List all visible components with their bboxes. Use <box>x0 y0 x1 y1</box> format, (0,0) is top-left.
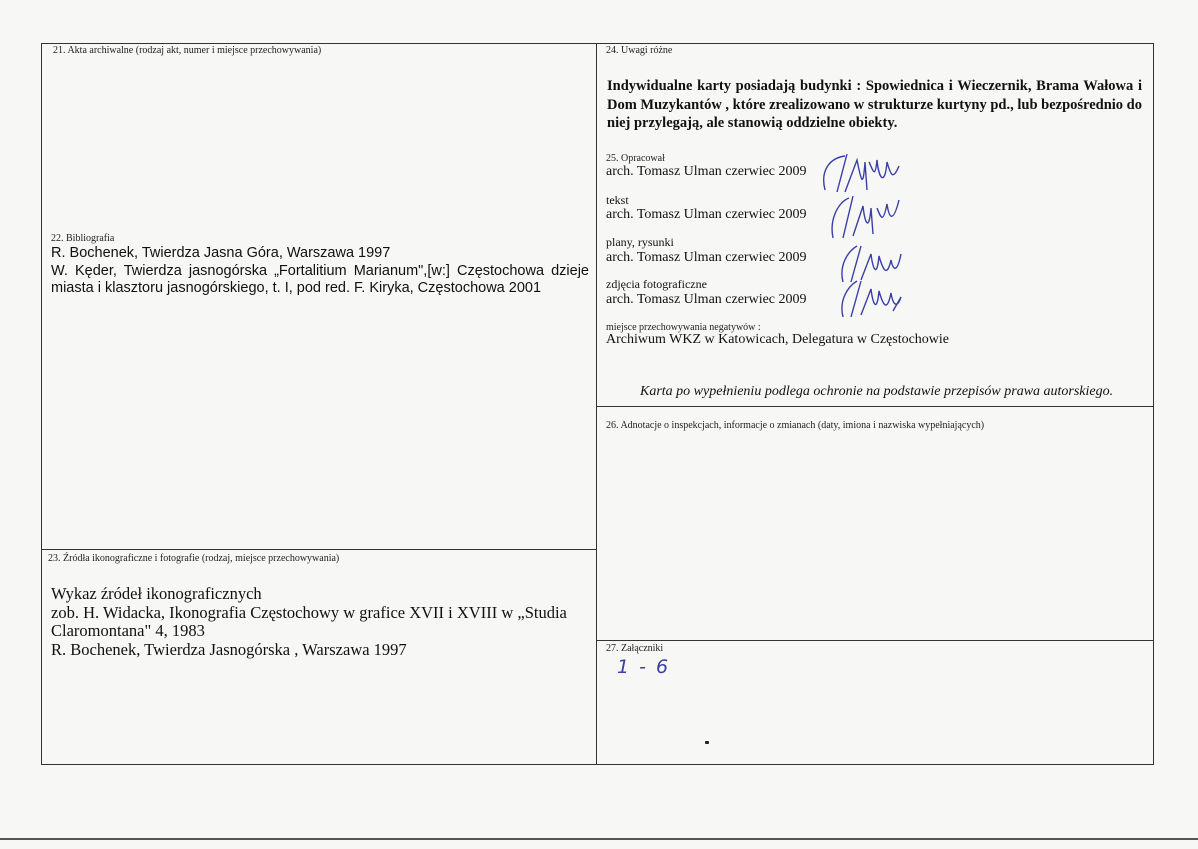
divider-25-26 <box>596 406 1154 407</box>
bibliography-entry: W. Kęder, Twierdza jasnogórska „Fortalitium Marianum",[w:] Częstochowa dzieje miasta i klasztoru jasnogórskiego, t. I, pod red. F. Kiryka, Częstochowa 2001 <box>51 262 589 296</box>
drawings-author-label: plany, rysunki <box>606 235 674 249</box>
bibliography-entry: R. Bochenek, Twierdza Jasna Góra, Warszawa 1997 <box>51 245 391 261</box>
bibliography-list <box>51 245 589 298</box>
field-26-label: 26. Adnotacje o inspekcjach, informacje o zmianach (daty, imiona i nazwiska wypełniających) <box>606 420 985 431</box>
prepared-by: arch. Tomasz Ulman czerwiec 2009 <box>606 164 807 179</box>
photos-author: arch. Tomasz Ulman czerwiec 2009 <box>606 292 807 307</box>
speck-mark <box>705 741 709 744</box>
scan-edge-line <box>0 838 1198 840</box>
field-21-label: 21. Akta archiwalne (rodzaj akt, numer i miejsce przechowywania) <box>53 45 322 56</box>
drawings-author: arch. Tomasz Ulman czerwiec 2009 <box>606 250 807 265</box>
iconography-entry: R. Bochenek, Twierdza Jasnogórska , Warszawa 1997 <box>51 639 407 659</box>
divider-26-27 <box>596 640 1154 641</box>
field-25-label: 25. Opracował <box>606 153 665 164</box>
text-author: arch. Tomasz Ulman czerwiec 2009 <box>606 207 807 222</box>
iconography-entry: Wykaz źródeł ikonograficznych <box>51 584 262 603</box>
copyright-note: Karta po wypełnieniu podlega ochronie na podstawie przepisów prawa autorskiego. <box>640 384 1114 399</box>
field-24-label: 24. Uwagi różne <box>606 45 673 56</box>
iconography-list <box>51 585 581 659</box>
signature-2 <box>825 190 905 242</box>
column-divider <box>596 43 597 765</box>
iconography-entry: zob. H. Widacka, Ikonografia Częstochowy w grafice XVII i XVIII w „Studia Claromontana" 4, 1983 <box>51 602 567 640</box>
remarks-text: Indywidualne karty posiadają budynki : Spowiednica i Wieczernik, Brama Wałowa i Dom Muzykantów , które zrealizowano w strukturze kurtyny pd., lub bezpośrednio do niej przylegają, ale stanowią oddzielne obiekty. <box>607 78 1142 131</box>
attachments-value: 1 - 6 <box>617 656 671 678</box>
negatives-location: Archiwum WKZ w Katowicach, Delegatura w Częstochowie <box>606 332 950 347</box>
field-23-label: 23. Źródła ikonograficzne i fotografie (rodzaj, miejsce przechowywania) <box>48 553 340 564</box>
negatives-label: miejsce przechowywania negatywów : <box>606 322 761 333</box>
signature-4 <box>835 275 905 321</box>
photos-author-label: zdjęcia fotograficzne <box>606 277 707 291</box>
text-author-label: tekst <box>606 193 629 207</box>
field-22-label: 22. Bibliografia <box>51 233 115 244</box>
divider-22-23 <box>41 549 596 550</box>
field-27-label: 27. Załączniki <box>606 643 664 654</box>
